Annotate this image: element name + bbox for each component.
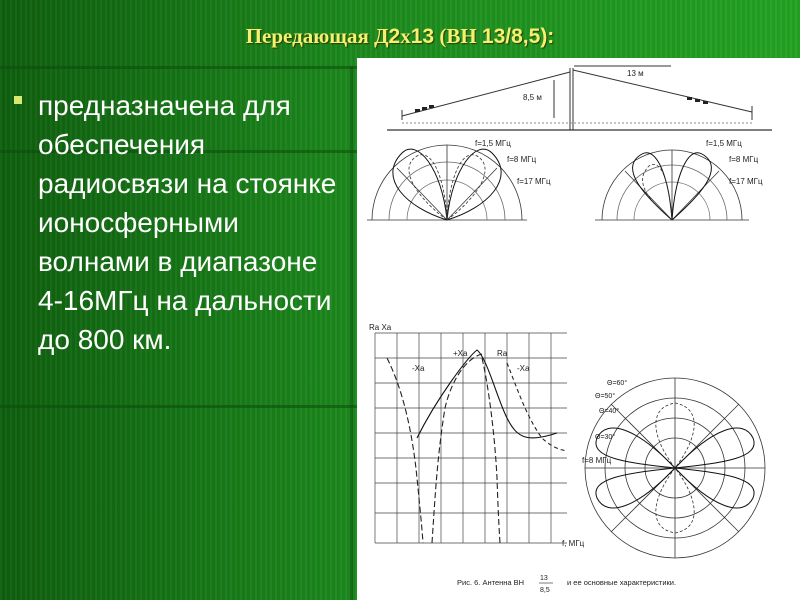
title-part: Передающая Д — [245, 24, 389, 48]
title-part: 2 — [388, 25, 401, 48]
dim-height-label: 8,5 м — [523, 93, 542, 102]
pattern-freq-label: f=1,5 МГц — [706, 139, 742, 148]
polar-angle-label: Θ=40° — [599, 408, 620, 415]
pattern-freq-label: f=8 МГц — [729, 155, 759, 164]
antenna-figure — [357, 58, 800, 600]
impedance-curves — [387, 350, 567, 543]
title-part: 13/8,5 — [481, 25, 541, 48]
caption-fraction-num: 13 — [540, 575, 548, 582]
graph-axis-y-label: Rа Xа — [369, 323, 392, 332]
pattern-freq-label: f=17 МГц — [729, 177, 763, 186]
graph-curve-label: +Xа — [453, 349, 468, 358]
pattern-right — [595, 150, 749, 220]
antenna-insulators — [415, 97, 708, 112]
decorative-line — [0, 405, 360, 408]
polar-angle-label: Θ=60° — [607, 380, 628, 387]
pattern-freq-label: f=17 МГц — [517, 177, 551, 186]
polar-freq-label: f=8 МГц — [582, 456, 612, 465]
title-part: ): — [540, 25, 555, 48]
title-part: 13 — [410, 25, 435, 48]
caption-fraction-den: 8,5 — [540, 587, 550, 594]
caption-suffix: и ее основные характеристики. — [567, 578, 677, 587]
title-part: х — [400, 24, 411, 48]
pattern-freq-label: f=8 МГц — [507, 155, 537, 164]
slide-title — [0, 24, 800, 49]
decorative-line — [350, 66, 353, 600]
polar-angle-label: Θ=30° — [595, 434, 616, 441]
bullet-text: предназначена для обеспечения радиосвязи на стоянке ионосферными волнами в диапазоне 4-16МГц на дальности до 800 км. — [38, 90, 337, 355]
graph-curve-label: Rа — [497, 349, 508, 358]
title-part: (ВН — [434, 24, 482, 48]
pattern-freq-label: f=1,5 МГц — [475, 139, 511, 148]
graph-axis-x-label: f, МГц — [562, 539, 585, 548]
caption-prefix: Рис. 6. Антенна ВН — [457, 578, 525, 587]
pattern-left — [367, 145, 527, 220]
antenna-sketch — [387, 66, 772, 130]
graph-curve-label: -Xа — [412, 364, 425, 373]
antenna-diagram — [357, 58, 800, 600]
dim-length-label: 13 м — [627, 69, 644, 78]
graph-curve-label: -Xа — [517, 364, 530, 373]
polar-pattern — [585, 378, 765, 558]
bullet-square-icon — [14, 96, 22, 104]
polar-angle-label: Θ=50° — [595, 393, 616, 400]
